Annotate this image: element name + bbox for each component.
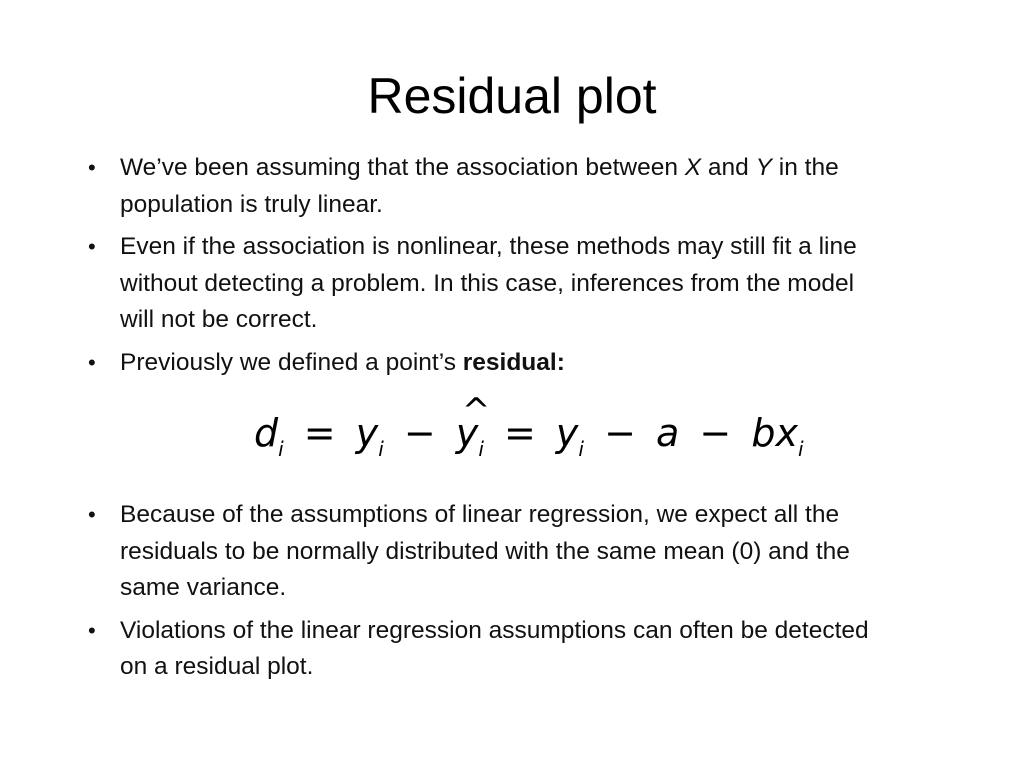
formula-container bbox=[86, 387, 886, 497]
formula-a: a bbox=[656, 411, 680, 455]
bullet-text-5: Violations of the linear regression assumptions can often be detected on a residual plot. bbox=[120, 616, 869, 680]
bullet-text-1-part-5: in the population is truly linear. bbox=[120, 154, 839, 218]
formula-equals: = bbox=[503, 411, 536, 455]
bullet-item-5 bbox=[86, 613, 886, 686]
bullet-text-1-part-1: We’ve been assuming that the association between bbox=[120, 154, 685, 181]
formula-x: x bbox=[775, 411, 798, 455]
bullet-dot-icon: • bbox=[88, 234, 96, 259]
formula-equals: = bbox=[303, 411, 336, 455]
variable-y: Y bbox=[755, 154, 772, 181]
bullet-dot-icon: • bbox=[88, 349, 96, 375]
formula-sub-i: i bbox=[378, 437, 384, 461]
variable-x: X bbox=[684, 154, 702, 181]
formula-sub-i: i bbox=[797, 437, 804, 461]
formula-minus: − bbox=[699, 411, 732, 455]
bullet-text-2: Even if the association is nonlinear, these methods may still fit a line without detecting a problem. In this case, inferences from the model will not be correct. bbox=[120, 233, 857, 333]
formula-sub-i: i bbox=[578, 437, 584, 461]
bullet-item-1 bbox=[86, 150, 886, 223]
bullet-item-2 bbox=[86, 229, 886, 339]
formula-y: y bbox=[555, 411, 579, 455]
formula-sub-i: i bbox=[278, 437, 284, 461]
bullet-dot-icon: • bbox=[88, 502, 96, 527]
bullet-text-1 bbox=[120, 154, 839, 218]
slide-title: Residual plot bbox=[367, 68, 657, 124]
formula-y: y bbox=[355, 411, 379, 455]
formula-y-hat bbox=[456, 405, 479, 461]
formula-b: b bbox=[751, 411, 776, 455]
bullet-item-4 bbox=[86, 497, 886, 607]
bullet-dot-icon: • bbox=[88, 155, 96, 180]
bullet-text-1-part-3: and bbox=[701, 154, 756, 181]
formula-y: y bbox=[455, 411, 479, 455]
formula-minus: − bbox=[403, 411, 436, 455]
formula-minus: − bbox=[604, 411, 636, 455]
formula-sub-i: i bbox=[478, 437, 484, 461]
bullet-item-3 bbox=[86, 345, 886, 382]
bullet-dot-icon: • bbox=[88, 617, 96, 643]
bullet-text-4: Because of the assumptions of linear regression, we expect all the residuals to be normally distributed with the same mean (0) and the same variance. bbox=[120, 501, 850, 601]
residual-term: residual: bbox=[462, 348, 565, 376]
residual-formula bbox=[254, 405, 804, 477]
bullet-text-3 bbox=[120, 349, 565, 376]
bullet-text-3-part-1: Previously we defined a point’s bbox=[120, 348, 463, 376]
formula-d: d bbox=[254, 411, 279, 455]
bullet-list bbox=[86, 150, 886, 692]
